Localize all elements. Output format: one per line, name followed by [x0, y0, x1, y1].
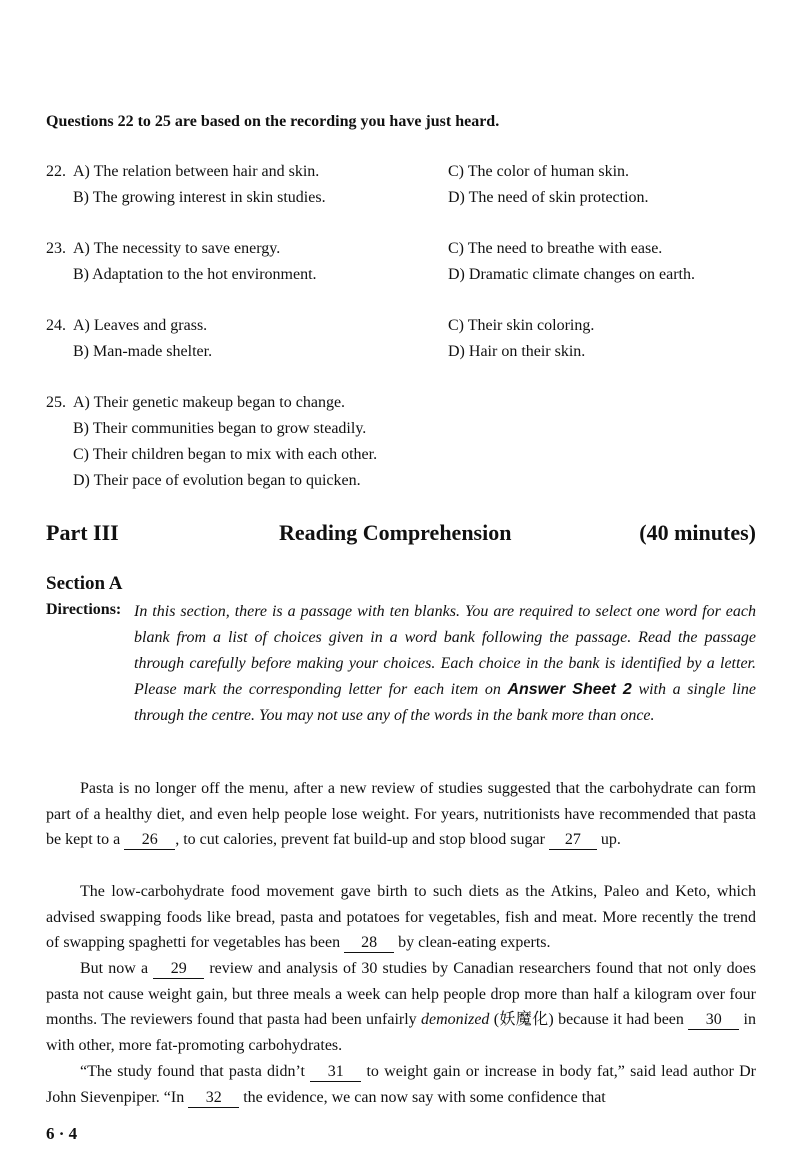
part-title: Reading Comprehension: [279, 520, 512, 545]
question-25-option-d: D) Their pace of evolution began to quicken.: [73, 472, 361, 489]
directions-text-1: In this section, there is a passage with ten blanks. You are required to select one word for each blank from a list of choices given in a word bank following the passage. Read the passage through carefully before making your choices. Each choice in the bank is identified by a letter. Please mark the corresponding letter for each item on: [134, 603, 756, 698]
blank-26: 26: [124, 831, 175, 850]
directions-text: [134, 599, 756, 729]
passage-paragraph-4: [46, 1059, 756, 1110]
question-24-option-d: D) Hair on their skin.: [448, 343, 586, 360]
p3-text-c: because it had been: [558, 1011, 684, 1029]
question-22-option-d: D) The need of skin protection.: [448, 189, 649, 206]
blank-30: 30: [688, 1011, 739, 1030]
question-23-option-d: D) Dramatic climate changes on earth.: [448, 266, 695, 283]
page-number: 6 · 4: [46, 1124, 78, 1143]
directions-text-2: with a single line through the centre. You may not use any of the words in the bank more than once.: [134, 681, 757, 724]
p2-text-a: The low-carbohydrate food movement gave birth to such diets as the Atkins, Paleo and Keto, which advised swapping foods like bread, pasta and potatoes for vegetables, fish and meat. More recently the trend of swapping spaghetti for vegetables has been: [46, 883, 756, 952]
p1-text-a: Pasta is no longer off the menu, after a new review of studies suggested that the carbohydrate can form part of a healthy diet, and even help people lose weight. For years, nutritionists have recommended that pasta be kept to a: [46, 780, 756, 849]
question-22-option-b: B) The growing interest in skin studies.: [73, 189, 326, 206]
question-22-option-c: C) The color of human skin.: [448, 163, 630, 180]
blank-28: 28: [344, 934, 394, 953]
passage-paragraph-2: [46, 879, 756, 956]
question-22-number: 22.: [46, 163, 66, 180]
p1-text-c: up.: [600, 831, 621, 849]
chinese-gloss: (妖魔化): [493, 1011, 554, 1029]
question-25-option-a: A) Their genetic makeup began to change.: [73, 394, 346, 411]
demonized-word: demonized: [421, 1011, 490, 1029]
p4-text-a: “The study found that pasta didn’t: [80, 1063, 305, 1080]
directions-label: Directions:: [46, 601, 122, 618]
passage-paragraph-1: [46, 776, 756, 853]
passage-paragraph-3: [46, 956, 756, 1059]
p1-text-b: , to cut calories, prevent fat build-up and stop blood sugar: [175, 831, 545, 849]
blank-32: 32: [188, 1089, 239, 1108]
question-24-number: 24.: [46, 317, 66, 334]
p2-text-b: by clean-eating experts.: [398, 934, 551, 952]
p4-text-c: the evidence, we can now say with some confidence that: [243, 1088, 606, 1106]
question-24-option-b: B) Man-made shelter.: [73, 343, 213, 360]
answer-sheet-label: Answer Sheet 2: [507, 681, 632, 698]
section-title: Section A: [46, 573, 123, 594]
questions-heading: Questions 22 to 25 are based on the recording you have just heard.: [46, 113, 500, 130]
blank-29: 29: [153, 960, 204, 979]
question-23-number: 23.: [46, 240, 66, 257]
p3-text-a: But now a: [80, 960, 149, 977]
question-24-option-c: C) Their skin coloring.: [448, 317, 595, 334]
question-25-number: 25.: [46, 394, 66, 411]
question-25-option-b: B) Their communities began to grow steadily.: [73, 420, 367, 437]
question-22-option-a: A) The relation between hair and skin.: [73, 163, 320, 180]
p3-text-b: review and analysis of 30 studies by Canadian researchers found that not only does pasta not cause weight gain, but three meals a week can help people drop more than half a kilogram over four months. The reviewers found that pasta had been unfairly: [46, 960, 757, 1029]
blank-31: 31: [310, 1063, 361, 1082]
question-23-option-c: C) The need to breathe with ease.: [448, 240, 663, 257]
blank-27: 27: [549, 831, 597, 850]
part-label: Part III: [46, 520, 119, 545]
question-24-option-a: A) Leaves and grass.: [73, 317, 208, 334]
part-header: [46, 520, 756, 550]
question-23-option-a: A) The necessity to save energy.: [73, 240, 281, 257]
p3-text-d: in with other, more fat-promoting carbohydrates.: [46, 1011, 756, 1055]
question-25-option-c: C) Their children began to mix with each other.: [73, 446, 378, 463]
question-23-option-b: B) Adaptation to the hot environment.: [73, 266, 317, 283]
part-time: (40 minutes): [639, 520, 756, 545]
p4-text-b: to weight gain or increase in body fat,” said lead author Dr John Sievenpiper. “In: [46, 1063, 757, 1106]
